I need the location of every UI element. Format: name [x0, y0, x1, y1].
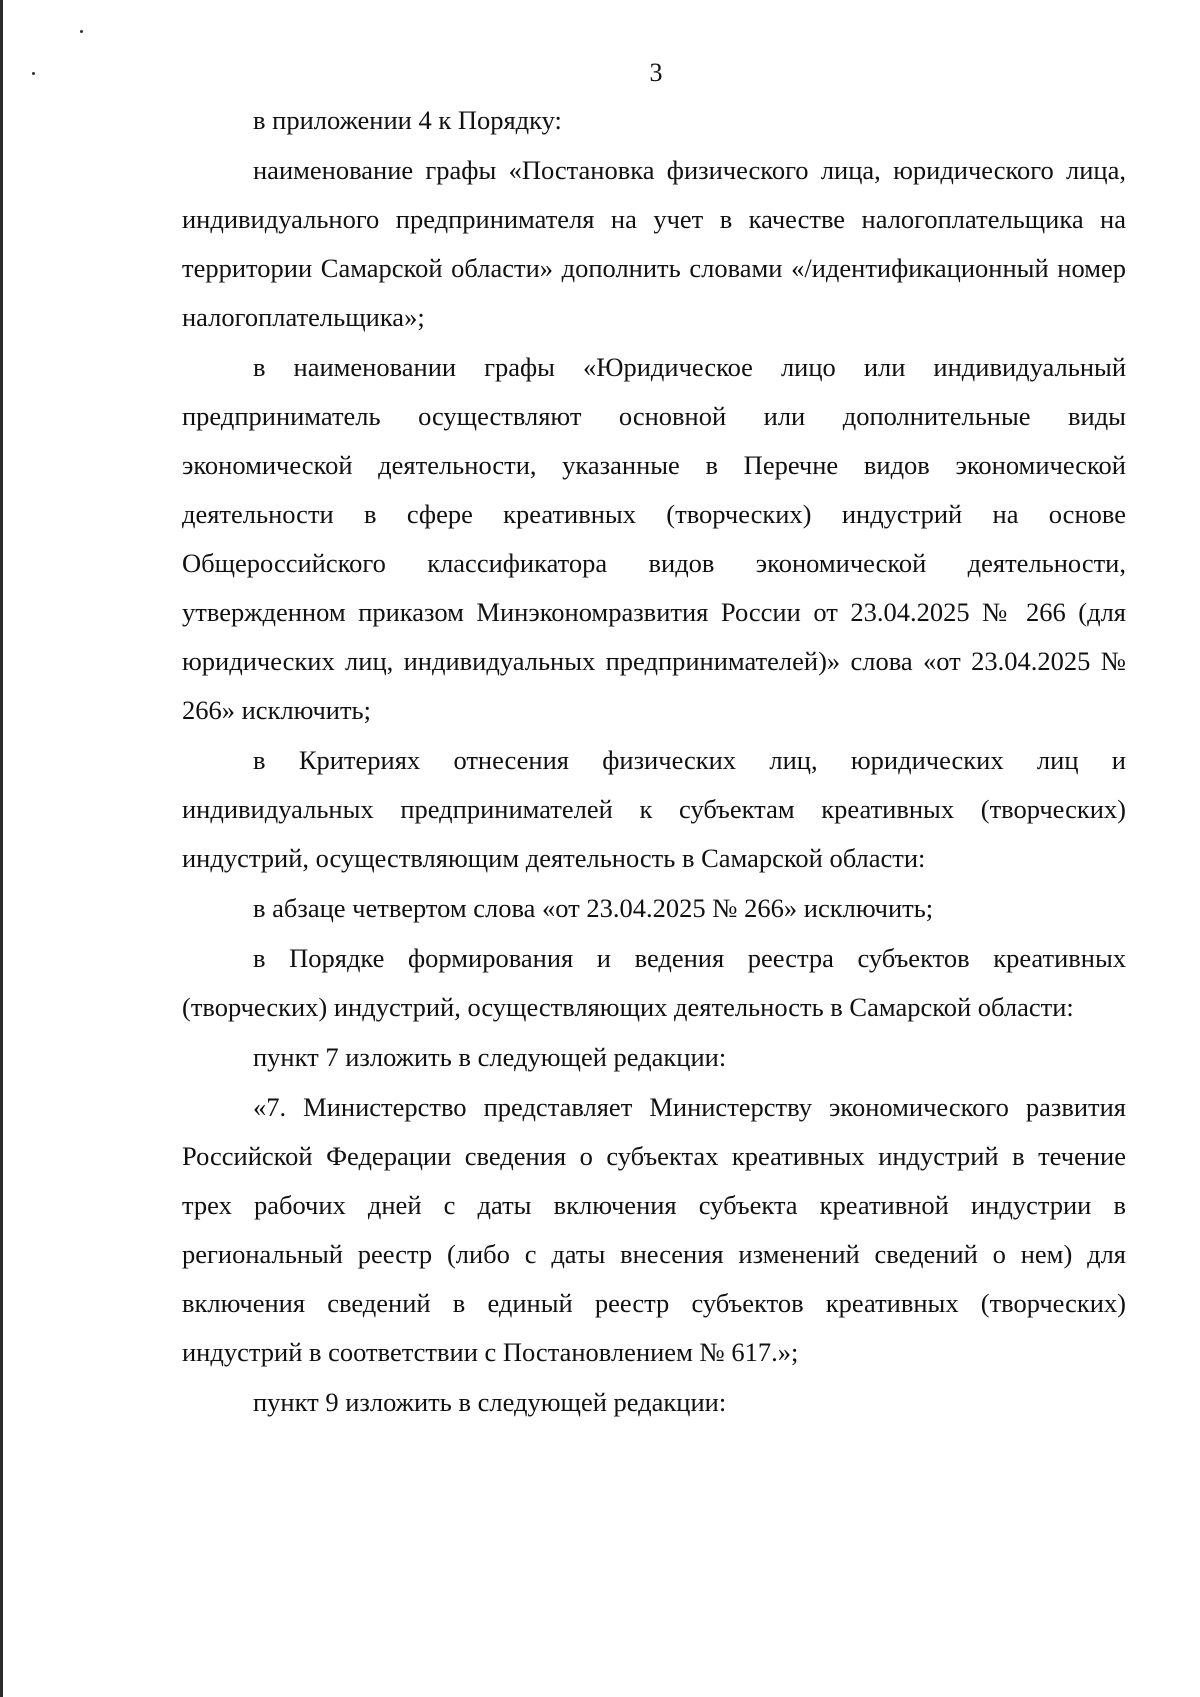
paragraph: наименование графы «Постановка физического лица, юридического лица, индивидуального предпринимателя на учет в качестве налогоплательщика на территории Самарской области» дополнить словами «/идентификационный номер налогоплательщика»; [182, 155, 1126, 332]
paragraph: в абзаце четвертом слова «от 23.04.2025 № 266» исключить; [253, 893, 934, 923]
paragraph: «7. Министерство представляет Министерству экономического развития Российской Федерации сведения о субъектах креативных индустрий в течение трех рабочих дней с даты включения субъекта креативной индустрии в региональный реестр (либо с даты внесения изменений сведений о нем) для включения сведений в единый реестр субъектов креативных (творческих) индустрий в соответствии с Постановлением № 617.»; [182, 1092, 1126, 1367]
paragraph: в наименовании графы «Юридическое лицо или индивидуальный предприниматель осуществляют основной или дополнительные виды экономической деятельности, указанные в Перечне видов экономической деятельности в сфере креативных (творческих) индустрий на основе Общероссийского классификатора видов экономической деятельности, утвержденном приказом Минэкономразвития России от 23.04.2025 № 266 (для юридических лиц, индивидуальных предпринимателей)» слова «от 23.04.2025 № 266» исключить; [182, 352, 1126, 725]
paragraph: в Порядке формирования и ведения реестра субъектов креативных (творческих) индустрий, осуществляющих деятельность в Самарской области: [182, 943, 1126, 1022]
scan-left-edge [0, 0, 3, 1697]
paragraph: в приложении 4 к Порядку: [253, 105, 562, 135]
paragraph: пункт 7 изложить в следующей редакции: [253, 1042, 727, 1072]
paragraph: пункт 9 изложить в следующей редакции: [253, 1387, 727, 1417]
document-body [182, 96, 1126, 1428]
page-number: 3 [649, 58, 663, 87]
paragraph: в Критериях отнесения физических лиц, юридических лиц и индивидуальных предпринимателей к субъектам креативных (творческих) индустрий, осуществляющим деятельность в Самарской области: [182, 745, 1126, 873]
scan-speck [80, 30, 83, 33]
